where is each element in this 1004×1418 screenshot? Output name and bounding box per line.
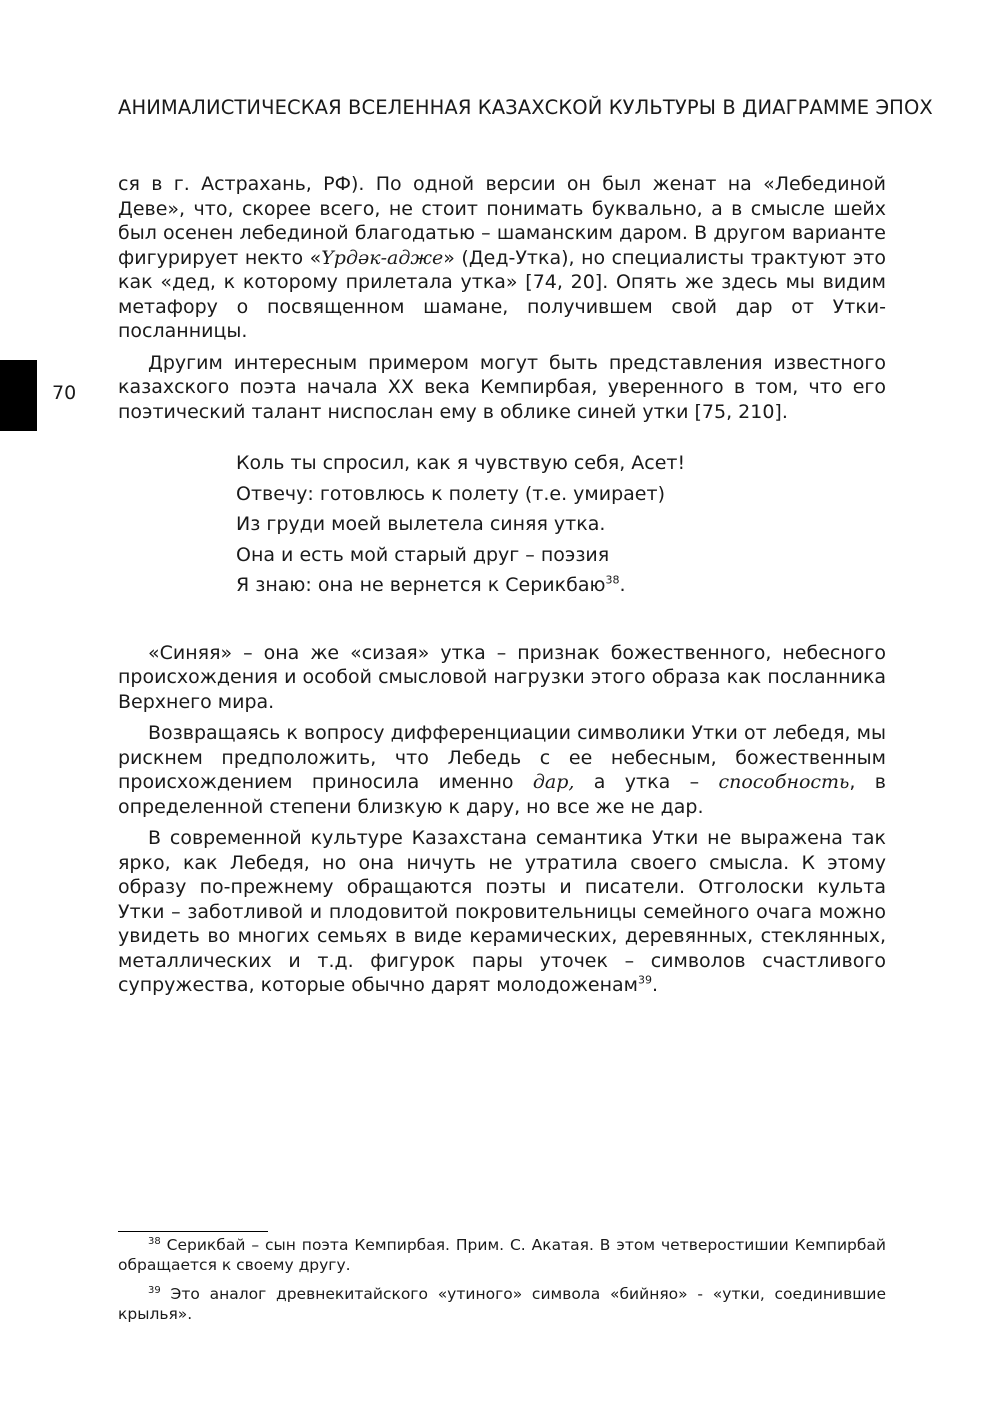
main-text [118, 172, 886, 1005]
poem-line-2: Отвечу: готовлюсь к полету (т.е. умирает) [236, 482, 665, 505]
footnote-39-text: Это аналог древнекитайского «утиного» символа «бийняо» - «утки, соединившие крылья». [118, 1285, 886, 1323]
poem-line-5 [236, 570, 886, 601]
footnote-38-text: Серикбай – сын поэта Кемпирбая. Прим. С. Акатая. В этом четверостишии Кемпирбай обращается к своему другу. [118, 1236, 886, 1274]
poem-line-4: Она и есть мой старый друг – поэзия [236, 543, 610, 566]
footnote-38 [118, 1236, 886, 1275]
p5-end: . [651, 974, 659, 996]
footnote-ref-39[interactable]: 39 [637, 973, 652, 987]
poem-line-1: Коль ты спросил, как я чувствую себя, Асет! [236, 452, 686, 474]
p1-text-a: ся в г. Астрахань, РФ). По одной версии он был женат на «Лебединой Деве», что, скорее всего, не стоит понимать буквально, а в смысле шейх был осенен лебединой благодатью – шаманским даром. В другом варианте фигурирует некто « [118, 173, 886, 269]
poem-line-5-text: Я знаю: она не вернется к Серикбаю [236, 574, 606, 596]
running-header: АНИМАЛИСТИЧЕСКАЯ ВСЕЛЕННАЯ КАЗАХСКОЙ КУЛЬТУРЫ В ДИАГРАММЕ ЭПОХ [118, 96, 933, 119]
paragraph-5 [118, 826, 886, 998]
footnote-ref-38[interactable]: 38 [605, 573, 620, 587]
poem-line-3: Из груди моей вылетела синяя утка. [236, 513, 606, 535]
page-number: 70 [52, 382, 77, 404]
poem-line-5-end: . [619, 574, 626, 596]
paragraph-2: Другим интересным примером могут быть представления известного казахского поэта начала XX века Кемпирбая, уверенного в том, что его поэтический талант ниспослан ему в облике синей утки [75, 210]. [118, 351, 886, 423]
p4-italic-ability: способность [718, 771, 850, 793]
poem-quote [236, 448, 886, 601]
p4-italic-gift: дар, [532, 771, 575, 793]
paragraph-1 [118, 172, 886, 344]
page-edge-tab [0, 360, 37, 431]
p4-text-c: , в определенной степени близкую к дару, но все же не дар. [118, 771, 886, 818]
footnotes [118, 1236, 886, 1334]
p4-text-b: а утка – [574, 771, 719, 793]
paragraph-3: «Синяя» – она же «сизая» утка – признак божественного, небесного происхождения и особой смысловой нагрузки этого образа как посланника Верхнего мира. [118, 641, 886, 713]
p1-italic-name: Үрдәк-адже [321, 246, 444, 269]
p4-text-a: Возвращаясь к вопросу дифференциации символики Утки от лебедя, мы рискнем предположить, что Лебедь с ее небесным, божественным происхождением приносила именно [118, 722, 886, 793]
p1-text-b: » (Дед-Утка), но специалисты трактуют это как «дед, к которому прилетала утка» [74, 20]. Опять же здесь мы видим метафору о посвященном шамане, получившем свой дар от Утки-посланницы. [118, 246, 886, 342]
p5-text: В современной культуре Казахстана семантика Утки не выражена так ярко, как Лебедя, но она ничуть не утратила своего смысла. К этому образу по-прежнему обращаются поэты и писатели. Отголоски культа Утки – заботливой и плодовитой покровительницы семейного очага можно увидеть во многих семьях в виде керамических, деревянных, стеклянных, металлических и т.д. фигурок пары уточек – символов счастливого супружества, которые обычно дарят молодоженам [118, 827, 886, 996]
footnote-38-number: 38 [148, 1235, 161, 1247]
footnote-39 [118, 1285, 886, 1324]
paragraph-4 [118, 721, 886, 819]
footnote-39-number: 39 [148, 1284, 161, 1296]
footnote-separator [118, 1231, 268, 1232]
